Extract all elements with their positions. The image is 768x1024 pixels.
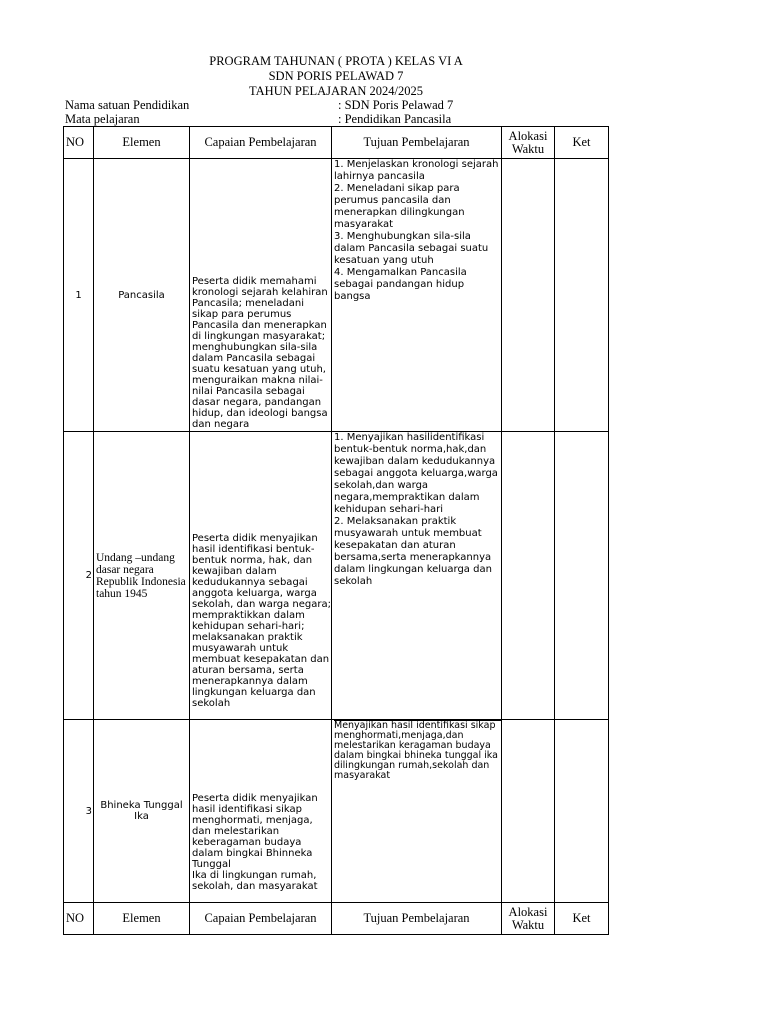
tujuan-item: 4. Mengamalkan Pancasila sebagai pandangan hidup bangsa: [334, 267, 467, 302]
row-capaian: [190, 720, 332, 903]
header-elemen: Elemen: [94, 127, 190, 159]
row-elemen: Undang –undang dasar negara Republik Indonesia tahun 1945: [94, 432, 190, 720]
tujuan-item: 1. Menjelaskan kronologi sejarah lahirnya pancasila: [334, 159, 499, 182]
header-alokasi-line-2: Waktu: [511, 141, 545, 156]
document-title-line-3: TAHUN PELAJARAN 2024/2025: [249, 84, 423, 98]
footer-header-alokasi-line-1: Alokasi: [508, 904, 548, 919]
meta-mapel-label: Mata pelajaran: [65, 112, 140, 126]
row-alokasi: [502, 159, 555, 432]
row-ket: [555, 432, 609, 720]
tujuan-item: 2. Melaksanakan praktik musyawarah untuk membuat kesepakatan dan aturan bersama,serta menerapkannya dalam lingkungan keluarga dan sekolah: [334, 516, 492, 587]
capaian-part-2: Ika di lingkungan rumah, sekolah, dan masyarakat: [192, 870, 318, 892]
tujuan-item: 3. Menghubungkan sila-sila dalam Pancasila sebagai suatu kesatuan yang utuh: [334, 231, 489, 266]
document-title-line-1: PROGRAM TAHUNAN ( PROTA ) KELAS VI A: [209, 54, 463, 68]
table-row: [64, 159, 609, 432]
row-ket: [555, 720, 609, 903]
row-no: 3: [64, 720, 94, 903]
header-alokasi-line-1: Alokasi: [508, 128, 548, 143]
tujuan-item: 2. Meneladani sikap para perumus pancasila dan menerapkan dilingkungan masyarakat: [334, 183, 465, 230]
row-ket: [555, 159, 609, 432]
row-alokasi: [502, 432, 555, 720]
footer-header-alokasi-line-2: Waktu: [511, 917, 545, 932]
row-capaian: Peserta didik menyajikan hasil identifikasi bentuk-bentuk norma, hak, dan kewajiban dalam kedudukannya sebagai anggota keluarga, warga sekolah, dan warga negara; mempraktikkan dalam kehidupan sehari-hari; melaksanakan praktik musyawarah untuk membuat kesepakatan dan aturan bersama, serta menerapkannya dalam lingkungan keluarga dan sekolah: [190, 432, 332, 720]
footer-header-alokasi: [502, 903, 555, 935]
footer-header-elemen: Elemen: [94, 903, 190, 935]
prota-table: [63, 126, 609, 935]
footer-header-capaian: Capaian Pembelajaran: [190, 903, 332, 935]
capaian-part-1: Peserta didik menyajikan hasil identifikasi sikap menghormati, menjaga, dan melestarikan keberagaman budaya dalam bingkai Bhinneka Tunggal: [192, 793, 318, 870]
row-tujuan: [332, 432, 502, 720]
row-alokasi: [502, 720, 555, 903]
table-footer-header-row: [64, 903, 609, 935]
document-title-line-2: SDN PORIS PELAWAD 7: [268, 69, 404, 83]
header-alokasi: [502, 127, 555, 159]
row-no: 2: [64, 432, 94, 720]
meta-satuan-value: : SDN Poris Pelawad 7: [338, 98, 454, 112]
footer-header-ket: Ket: [555, 903, 609, 935]
table-row: [64, 720, 609, 903]
tujuan-item: Menyajikan hasil identifikasi sikap menghormati,menjaga,dan melestarikan keragaman budaya dalam bingkai bhineka tunggal ika dilingkungan rumah,sekolah dan masyarakat: [334, 720, 498, 781]
row-no: 1: [64, 159, 94, 432]
row-capaian: Peserta didik memahami kronologi sejarah kelahiran Pancasila; meneladani sikap para perumus Pancasila dan menerapkan di lingkungan masyarakat; menghubungkan sila-sila dalam Pancasila sebagai suatu kesatuan yang utuh, menguraikan makna nilai-nilai Pancasila sebagai dasar negara, pandangan hidup, dan ideologi bangsa dan negara: [190, 159, 332, 432]
table-row: [64, 432, 609, 720]
meta-satuan-label: Nama satuan Pendidikan: [65, 98, 190, 112]
tujuan-item: 1. Menyajikan hasilidentifikasi bentuk-bentuk norma,hak,dan kewajiban dalam kedudukannya sebagai anggota keluarga,warga sekolah,dan warga negara,mempraktikan dalam kehidupan sehari-hari: [334, 432, 498, 515]
header-no: NO: [64, 127, 94, 159]
header-tujuan: Tujuan Pembelajaran: [332, 127, 502, 159]
row-elemen: Pancasila: [94, 159, 190, 432]
row-tujuan: [332, 720, 502, 903]
row-elemen: Bhineka Tunggal Ika: [94, 720, 190, 903]
footer-header-no: NO: [64, 903, 94, 935]
meta-mapel-value: : Pendidikan Pancasila: [338, 112, 452, 126]
footer-header-tujuan: Tujuan Pembelajaran: [332, 903, 502, 935]
header-ket: Ket: [555, 127, 609, 159]
header-capaian: Capaian Pembelajaran: [190, 127, 332, 159]
table-header-row: [64, 127, 609, 159]
row-tujuan: [332, 159, 502, 432]
